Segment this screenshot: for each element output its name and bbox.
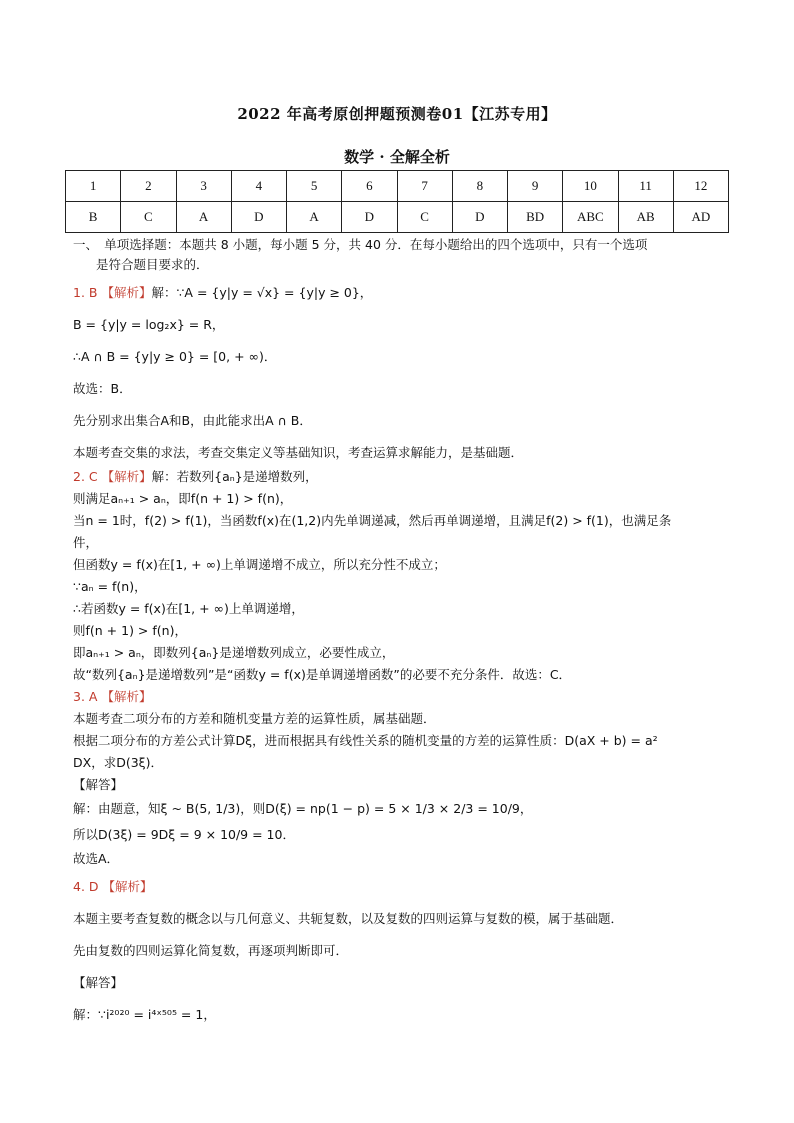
line-text: 【解答】 bbox=[73, 777, 124, 792]
question-number-answer: 1. B bbox=[73, 285, 102, 300]
solution-line bbox=[73, 412, 312, 430]
line-text: 【解答】 bbox=[73, 975, 124, 990]
document-subtitle: 数学 · 全解全析 bbox=[344, 148, 450, 166]
table-cell: ABC bbox=[563, 202, 618, 233]
table-cell: C bbox=[397, 202, 452, 233]
line-text: 本题考查二项分布的方差和随机变量方差的运算性质，属基础题． bbox=[73, 711, 436, 726]
solution-line bbox=[73, 732, 658, 750]
line-text: 根据二项分布的方差公式计算Dξ，进而根据具有线性关系的随机变量的方差的运算性质：D(aX + b) = a² bbox=[73, 733, 658, 748]
table-cell: 5 bbox=[287, 171, 342, 202]
line-text: 一、 单项选择题：本题共 8 小题，每小题 5 分，共 40 分．在每小题给出的四个选项中，只有一个选项 bbox=[73, 237, 648, 252]
question-number-answer: 2. C bbox=[73, 469, 102, 484]
line-text: 故选A． bbox=[73, 851, 120, 866]
solution-line bbox=[73, 800, 532, 818]
analysis-tag: 【解析】 bbox=[101, 689, 152, 704]
solution-line bbox=[73, 444, 523, 462]
solution-line bbox=[73, 942, 348, 960]
line-text: 本题考查交集的求法，考查交集定义等基础知识，考查运算求解能力，是基础题． bbox=[73, 445, 524, 460]
line-text: 解：∵A = {y|y = √x} = {y|y ≥ 0}， bbox=[151, 285, 373, 300]
table-cell: D bbox=[452, 202, 507, 233]
line-text: 解：由题意，知ξ ~ B(5, 1/3)，则D(ξ) = np(1 − p) = 5 × 1/3 × 2/3 = 10/9， bbox=[73, 801, 533, 816]
table-cell: 4 bbox=[231, 171, 286, 202]
table-cell: AD bbox=[673, 202, 728, 233]
table-cell: A bbox=[287, 202, 342, 233]
solution-line bbox=[73, 644, 394, 662]
solution-line bbox=[73, 512, 671, 530]
line-text: 所以D(3ξ) = 9Dξ = 9 × 10/9 = 10． bbox=[73, 827, 295, 842]
question-solution-heading bbox=[73, 468, 318, 486]
answer-table bbox=[65, 170, 729, 233]
table-cell: A bbox=[176, 202, 231, 233]
solution-line bbox=[73, 754, 163, 772]
line-text: 即aₙ₊₁ > aₙ，即数列{aₙ}是递增数列成立，必要性成立， bbox=[73, 645, 395, 660]
line-text: 解：若数列{aₙ}是递增数列， bbox=[151, 469, 318, 484]
table-cell: 9 bbox=[508, 171, 563, 202]
solution-line bbox=[73, 348, 276, 366]
question-number-answer: 3. A bbox=[73, 689, 102, 704]
table-cell: D bbox=[231, 202, 286, 233]
solution-line bbox=[73, 490, 292, 508]
analysis-tag: 【解析】 bbox=[101, 285, 152, 300]
line-text: 故“数列{aₙ}是递增数列”是“函数y = f(x)是单调递增函数”的必要不充分条件．故选：C． bbox=[73, 667, 572, 682]
line-text: 则满足aₙ₊₁ > aₙ，即f(n + 1) > f(n)， bbox=[73, 491, 293, 506]
table-cell: 2 bbox=[121, 171, 176, 202]
table-cell: 3 bbox=[176, 171, 231, 202]
question-number-answer: 4. D bbox=[73, 879, 103, 894]
question-solution-heading bbox=[73, 284, 372, 302]
question-solution-heading bbox=[73, 878, 153, 896]
solution-line bbox=[73, 1006, 216, 1024]
answer-table-number-row bbox=[66, 171, 729, 202]
analysis-tag: 【解析】 bbox=[101, 469, 152, 484]
solution-line bbox=[73, 826, 295, 844]
line-text: DX，求D(3ξ)． bbox=[73, 755, 163, 770]
line-text: ∵aₙ = f(n)， bbox=[73, 579, 147, 594]
solution-line bbox=[73, 974, 123, 992]
line-text: 当n = 1时，f(2) > f(1)，当函数f(x)在(1,2)内先单调递减，然后再单调递增，且满足f(2) > f(1)，也满足条 bbox=[73, 513, 672, 528]
table-cell: D bbox=[342, 202, 397, 233]
solution-line bbox=[73, 600, 304, 618]
solution-line bbox=[73, 666, 571, 684]
table-cell: BD bbox=[508, 202, 563, 233]
table-cell: 10 bbox=[563, 171, 618, 202]
line-text: 但函数y = f(x)在[1, + ∞)上单调递增不成立，所以充分性不成立； bbox=[73, 557, 446, 572]
analysis-tag: 【解析】 bbox=[102, 879, 153, 894]
table-cell: 8 bbox=[452, 171, 507, 202]
solution-line bbox=[73, 534, 98, 552]
table-cell: 11 bbox=[618, 171, 673, 202]
solution-line bbox=[73, 578, 147, 596]
line-text: 解：∵i²⁰²⁰ = i⁴ˣ⁵⁰⁵ = 1， bbox=[73, 1007, 216, 1022]
table-cell: C bbox=[121, 202, 176, 233]
solution-line bbox=[96, 256, 209, 274]
table-cell: 12 bbox=[673, 171, 728, 202]
question-solution-heading bbox=[73, 688, 151, 706]
solution-line bbox=[73, 850, 119, 868]
line-text: 则f(n + 1) > f(n)， bbox=[73, 623, 187, 638]
solution-line bbox=[73, 622, 187, 640]
document-title: 2022 年高考原创押题预测卷01【江苏专用】 bbox=[237, 105, 557, 123]
line-text: B = {y|y = log₂x} = R， bbox=[73, 317, 225, 332]
line-text: 先由复数的四则运算化简复数，再逐项判断即可． bbox=[73, 943, 349, 958]
line-text: 本题主要考查复数的概念以与几何意义、共轭复数，以及复数的四则运算与复数的模，属于基础题． bbox=[73, 911, 624, 926]
line-text: ∴若函数y = f(x)在[1, + ∞)上单调递增， bbox=[73, 601, 304, 616]
table-cell: 1 bbox=[66, 171, 121, 202]
line-text: 件， bbox=[73, 535, 99, 550]
solution-line bbox=[73, 316, 224, 334]
solution-line bbox=[73, 776, 123, 794]
solution-line bbox=[73, 910, 623, 928]
solution-line bbox=[73, 556, 446, 574]
answer-table-answer-row bbox=[66, 202, 729, 233]
line-text: 是符合题目要求的． bbox=[96, 257, 209, 272]
table-cell: AB bbox=[618, 202, 673, 233]
solution-line bbox=[73, 380, 132, 398]
table-cell: B bbox=[66, 202, 121, 233]
line-text: 故选：B． bbox=[73, 381, 132, 396]
line-text: ∴A ∩ B = {y|y ≥ 0} = [0, + ∞)． bbox=[73, 349, 277, 364]
table-cell: 7 bbox=[397, 171, 452, 202]
solution-line bbox=[73, 710, 436, 728]
solution-line bbox=[73, 236, 647, 254]
line-text: 先分别求出集合A和B，由此能求出A ∩ B． bbox=[73, 413, 312, 428]
table-cell: 6 bbox=[342, 171, 397, 202]
